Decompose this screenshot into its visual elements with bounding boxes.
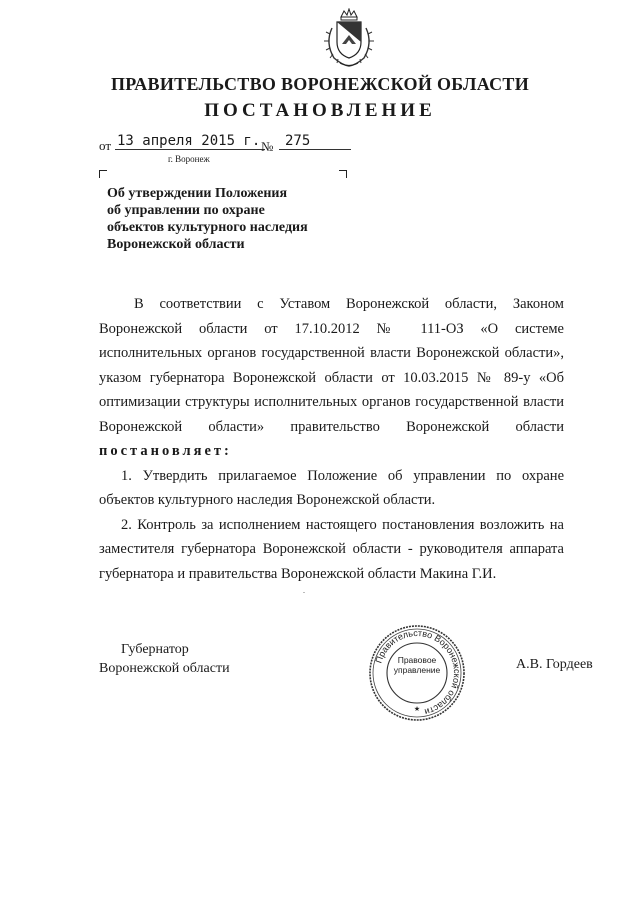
decree-item-2: 2. Контроль за исполнением настоящего постановления возложить на заместителя губернатора Воронежской области - руководителя аппарата губернатора и правительства Воронежской области Макина Г.И. bbox=[99, 516, 564, 582]
stamp-center-line2: управление bbox=[393, 665, 441, 675]
subject-corner-left bbox=[99, 170, 107, 178]
subject-line: Воронежской области bbox=[107, 237, 245, 252]
scan-speck bbox=[303, 592, 305, 593]
signatory-name: А.В. Гордеев bbox=[516, 657, 593, 672]
decree-word: постановляет: bbox=[99, 443, 232, 459]
subject-line: объектов культурного наследия bbox=[107, 220, 308, 235]
signatory-title-line2: Воронежской области bbox=[99, 661, 230, 676]
document-number: 275 bbox=[279, 133, 351, 150]
svg-text:★: ★ bbox=[413, 705, 421, 713]
decree-item-1: 1. Утвердить прилагаемое Положение об управлении по охране объектов культурного наследия Воронежской области. bbox=[99, 467, 564, 508]
signatory-title-line1: Губернатор bbox=[121, 642, 189, 657]
document-subject bbox=[107, 185, 367, 253]
preamble-paragraph bbox=[99, 292, 564, 464]
government-title: ПРАВИТЕЛЬСТВО ВОРОНЕЖСКОЙ ОБЛАСТИ bbox=[110, 74, 530, 94]
document-body bbox=[99, 292, 564, 586]
date-prefix: от bbox=[99, 138, 112, 153]
signatory-title bbox=[99, 640, 230, 678]
subject-corner-right bbox=[339, 170, 347, 178]
subject-line: Об утверждении Положения bbox=[107, 186, 288, 201]
coat-of-arms-icon bbox=[322, 8, 376, 68]
document-city: г. Воронеж bbox=[168, 154, 210, 164]
preamble-text: В соответствии с Уставом Воронежской области, Законом Воронежской области от 17.10.2012 № 111-ОЗ «О системе исполнительных органов государственной власти Воронежской области», указом губернатора Воронежской области от 10.03.2015 № 89-у «Об оптимизации структуры исполнительных органов государственной власти Воронежской области» правительство Воронежской области bbox=[99, 296, 564, 435]
subject-line: об управлении по охране bbox=[107, 203, 265, 218]
number-sign: № bbox=[261, 139, 274, 154]
document-type: ПОСТАНОВЛЕНИЕ bbox=[204, 100, 436, 121]
stamp-center-text bbox=[392, 655, 442, 675]
stamp-ring-text: Правительство Воронежской области bbox=[373, 627, 463, 718]
stamp-center-line1: Правовое bbox=[397, 655, 437, 665]
document-date: 13 апреля 2015 г. bbox=[115, 133, 265, 150]
